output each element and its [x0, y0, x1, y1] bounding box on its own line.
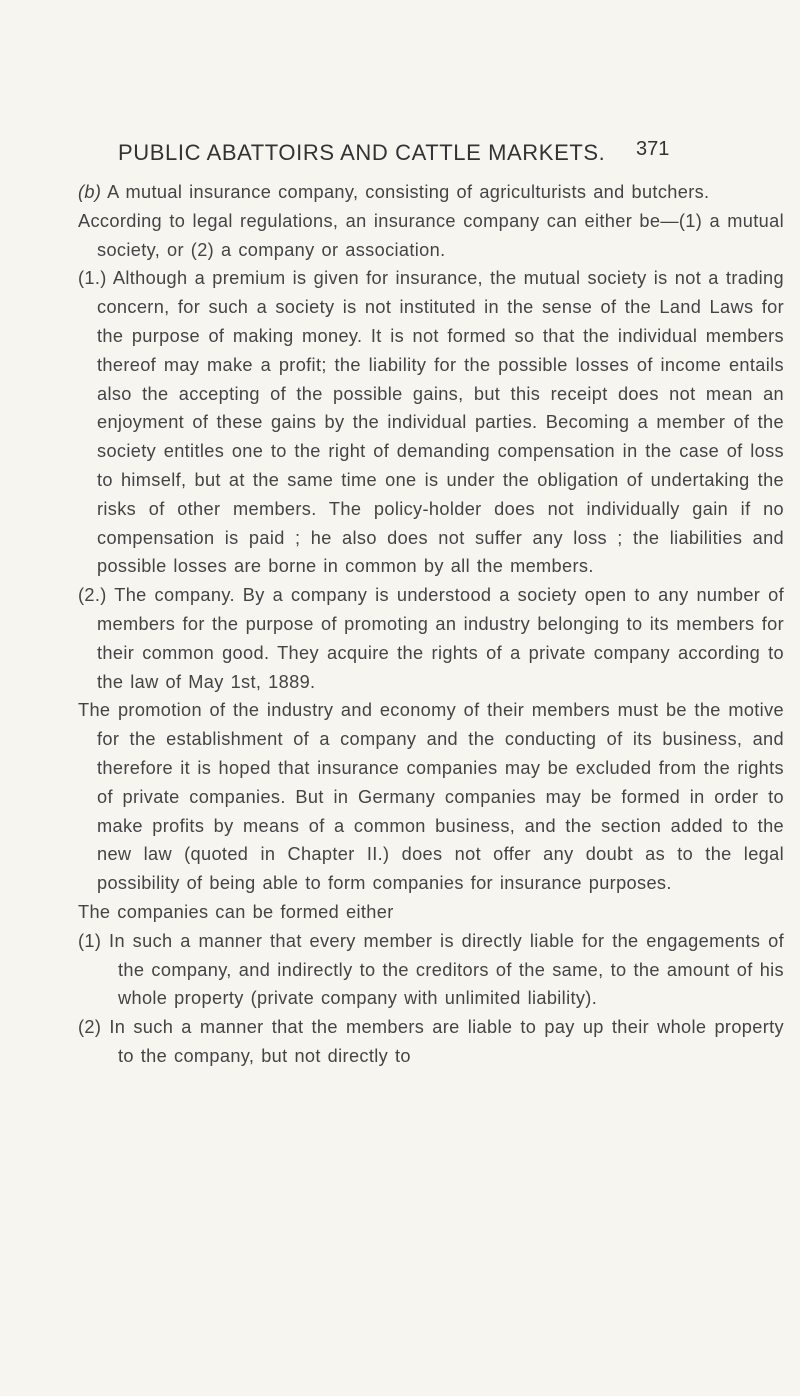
running-head: PUBLIC ABATTOIRS AND CATTLE MARKETS.: [118, 140, 606, 165]
paragraph-legal-regulations: According to legal regulations, an insurance company can either be—(1) a mutual society, or (2) a company or association.: [78, 210, 784, 260]
paragraph-text: A mutual insurance company, consisting of agriculturists and butchers.: [101, 182, 710, 202]
list-item-1: (1) In such a manner that every member is directly liable for the engagements of the company, and indirectly to the creditors of the same, to the amount of his whole property (private company with unlimited liability).: [78, 930, 784, 1009]
paragraph-company: (2.) The company. By a company is understood a society open to any number of members for the purpose of promoting an industry belonging to its members for their common good. They acquire the rights of a private company according to the law of May 1st, 1889.: [78, 585, 784, 692]
paragraph-promotion: The promotion of the industry and economy of their members must be the motive for the establishment of a company and the conducting of its business, and therefore it is hoped that insurance companies may be excluded from the rights of private companies. But in Germany companies may be formed in order to make profits by means of a common business, and the section added to the new law (quoted in Chapter II.) does not offer any doubt as to the legal possibility of being able to form companies for insurance purposes.: [78, 700, 784, 894]
page-number: 371: [636, 138, 670, 160]
paragraph-b: [78, 178, 784, 207]
list-item-2: (2) In such a manner that the members are liable to pay up their whole property to the company, but not directly to: [78, 1017, 784, 1066]
paragraph-companies-formed: The companies can be formed either: [78, 901, 394, 922]
paragraph-mutual-society: (1.) Although a premium is given for insurance, the mutual society is not a trading concern, for such a society is not instituted in the sense of the Land Laws for the purpose of making money. It is not formed so that the individual members thereof may make a profit; the liability for the possible losses of income entails also the accepting of the possible gains, but this receipt does not mean an enjoyment of these gains by the individual parties. Becoming a member of the society entitles one to the right of demanding compensation in the case of loss to himself, but at the same time one is under the obligation of undertaking the risks of other members. The policy-holder does not individually gain if no compensation is paid ; he also does not suffer any loss ; the liabilities and possible losses are borne in common by all the members.: [78, 268, 784, 577]
paragraph-label: (b): [78, 182, 102, 202]
body-text: [78, 178, 784, 1071]
